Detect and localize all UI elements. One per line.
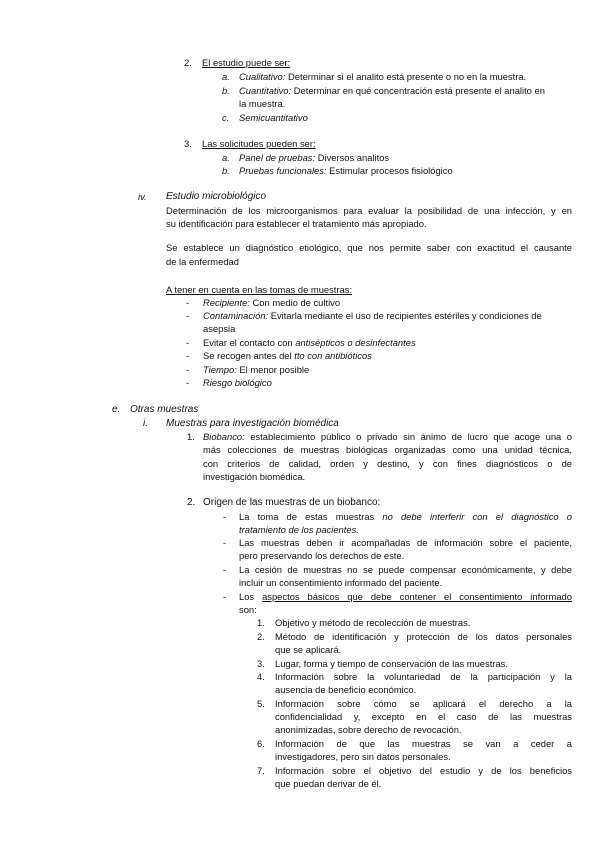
- bullet-recogen: Se recogen antes del tto con antibióticos: [203, 350, 372, 361]
- biobanco-line4: investigación biomédica.: [203, 471, 306, 482]
- consent-item-2-line2: que se aplicará.: [275, 644, 342, 655]
- consent-item-number: 7.: [257, 765, 265, 776]
- iv-paragraph2-line2: de la enfermedad: [166, 256, 239, 267]
- origen-b1-line1: La toma de estas muestras no debe interferir con el diagnóstico o: [239, 511, 572, 522]
- bullet-contaminacion-cont: asepsia: [203, 323, 236, 334]
- consent-item-4-line1: Información sobre la voluntariedad de la participación y la: [275, 671, 572, 682]
- biobanco-line1: Biobanco: establecimiento público o privado sin ánimo de lucro que acoge una o: [203, 431, 572, 442]
- e-marker: e.: [112, 404, 121, 415]
- sec2-item-a-term: Cualitativo:: [239, 71, 286, 82]
- sec2-item-a: [239, 71, 526, 84]
- origen-b4-line1: Los aspectos básicos que debe contener el consentimiento informado: [239, 591, 572, 602]
- biobanco-number: 1.: [187, 431, 195, 442]
- sec3-item-a-term: Panel de pruebas:: [239, 152, 316, 163]
- consent-item-5-line1: Información sobre cómo se aplicará el derecho a la: [275, 698, 572, 709]
- sec2-item-a-marker: a.: [222, 71, 230, 82]
- consent-item-number: 5.: [257, 698, 265, 709]
- iv-paragraph2-line1: Se establece un diagnóstico etiológico, que nos permite saber con exactitud el causante: [166, 242, 572, 253]
- sec3-item-b-text: Estimular procesos fisiológico: [326, 165, 453, 176]
- origen-b1-line2: tratamiento de los pacientes.: [239, 524, 359, 535]
- sec2-item-b-marker: b.: [222, 85, 230, 96]
- sec2-item-b-cont: la muestra.: [239, 98, 286, 109]
- sec2-number: 2.: [184, 57, 192, 68]
- consent-item-2-line1: Método de identificación y protección de los datos personales: [275, 631, 572, 642]
- consent-item-number: 6.: [257, 738, 265, 749]
- sec3-item-b: [239, 165, 453, 178]
- iv-paragraph1-line1: Determinación de los microorganismos para evaluar la posibilidad de una infección, y en: [166, 205, 572, 216]
- origen-title: Origen de las muestras de un biobanco:: [203, 497, 381, 508]
- iv-title: Estudio microbiológico: [166, 191, 267, 202]
- consent-item-number: 1.: [257, 617, 265, 628]
- consent-item-7-line2: que puedan derivar de él.: [275, 778, 382, 789]
- bullet-dash: -: [186, 364, 190, 375]
- sec2-item-b: [239, 85, 545, 98]
- consent-item-number: 3.: [257, 658, 265, 669]
- origen-b4-line2: son:: [239, 604, 257, 615]
- consent-item-3: Lugar, forma y tiempo de conservación de las muestras.: [275, 658, 508, 669]
- consent-item-4-line2: ausencia de beneficio económico.: [275, 684, 417, 695]
- origen-b3-line1: La cesión de muestras no se puede compensar económicamente, y debe: [239, 564, 572, 575]
- sec2-item-c-marker: c.: [222, 112, 230, 123]
- consent-item-5-line2: confidencialidad y, excepto en el caso de las muestras: [275, 711, 572, 722]
- bullet-tiempo: Tiempo: El menor posible: [203, 364, 310, 375]
- origen-b3-line2: incluir un consentimiento informado del paciente.: [239, 577, 443, 588]
- consent-item-5-line3: anonimizadas, sobre derecho de revocación.: [275, 724, 462, 735]
- bullet-contacto: Evitar el contacto con antisépticos o desinfectantes: [203, 337, 416, 348]
- origen-dash: -: [223, 537, 227, 548]
- consent-item-number: 4.: [257, 671, 265, 682]
- bullet-dash: -: [186, 377, 190, 388]
- origen-dash: -: [223, 591, 227, 602]
- sec2-item-c-term: Semicuantitativo: [239, 112, 308, 123]
- origen-dash: -: [223, 564, 227, 575]
- sec2-title: El estudio puede ser:: [202, 57, 291, 68]
- iv-marker: iv.: [138, 191, 147, 202]
- tener-title: A tener en cuenta en las tomas de muestras:: [166, 284, 353, 295]
- bullet-dash: -: [186, 337, 190, 348]
- bullet-riesgo: Riesgo biológico: [203, 377, 272, 388]
- consent-item-number: 2.: [257, 631, 265, 642]
- sec3-item-b-term: Pruebas funcionales:: [239, 165, 327, 176]
- consent-item-6-line2: investigadores, pero sin datos personales.: [275, 751, 451, 762]
- sec3-item-a: [239, 152, 389, 165]
- iv-paragraph1-line2: su identificación para establecer el tratamiento más apropiado.: [166, 218, 427, 229]
- sec3-title: Las solicitudes pueden ser:: [202, 138, 316, 149]
- i-marker: i.: [143, 418, 148, 429]
- origen-b2-line1: Las muestras deben ir acompañadas de información sobre el paciente,: [239, 537, 572, 548]
- bullet-contaminacion: Contaminación: Evitarla mediante el uso de recipientes estériles y condiciones de: [203, 310, 542, 321]
- bullet-dash: -: [186, 297, 190, 308]
- bullet-dash: -: [186, 350, 190, 361]
- sec2-item-b-text: Determinar en qué concentración está presente el analito en: [291, 85, 545, 96]
- biobanco-line3: con criterios de calidad, orden y destino, y con fines diagnósticos o de: [203, 458, 572, 469]
- consent-item-7-line1: Información sobre el objetivo del estudio y de los beneficios: [275, 765, 572, 776]
- consent-item-6-line1: Información de que las muestras se van a ceder a: [275, 738, 572, 749]
- origen-b2-line2: pero preservando los derechos de este.: [239, 550, 405, 561]
- bullet-recipiente: Recipiente: Con medio de cultivo: [203, 297, 341, 308]
- sec2-item-a-text: Determinar si el analito está presente o no en la muestra.: [285, 71, 527, 82]
- i-title: Muestras para investigación biomédica: [166, 418, 339, 429]
- biobanco-line2: más colecciones de muestras biológicas organizadas como una unidad técnica,: [203, 444, 572, 455]
- origen-dash: -: [223, 511, 227, 522]
- consent-item-1: Objetivo y método de recolección de muestras.: [275, 617, 471, 628]
- sec3-item-a-marker: a.: [222, 152, 230, 163]
- sec3-item-b-marker: b.: [222, 165, 230, 176]
- sec3-item-a-text: Diversos analitos: [315, 152, 390, 163]
- bullet-dash: -: [186, 310, 190, 321]
- sec2-item-b-term: Cuantitativo:: [239, 85, 292, 96]
- origen-number: 2.: [187, 497, 196, 508]
- sec3-number: 3.: [184, 138, 192, 149]
- e-title: Otras muestras: [130, 404, 199, 415]
